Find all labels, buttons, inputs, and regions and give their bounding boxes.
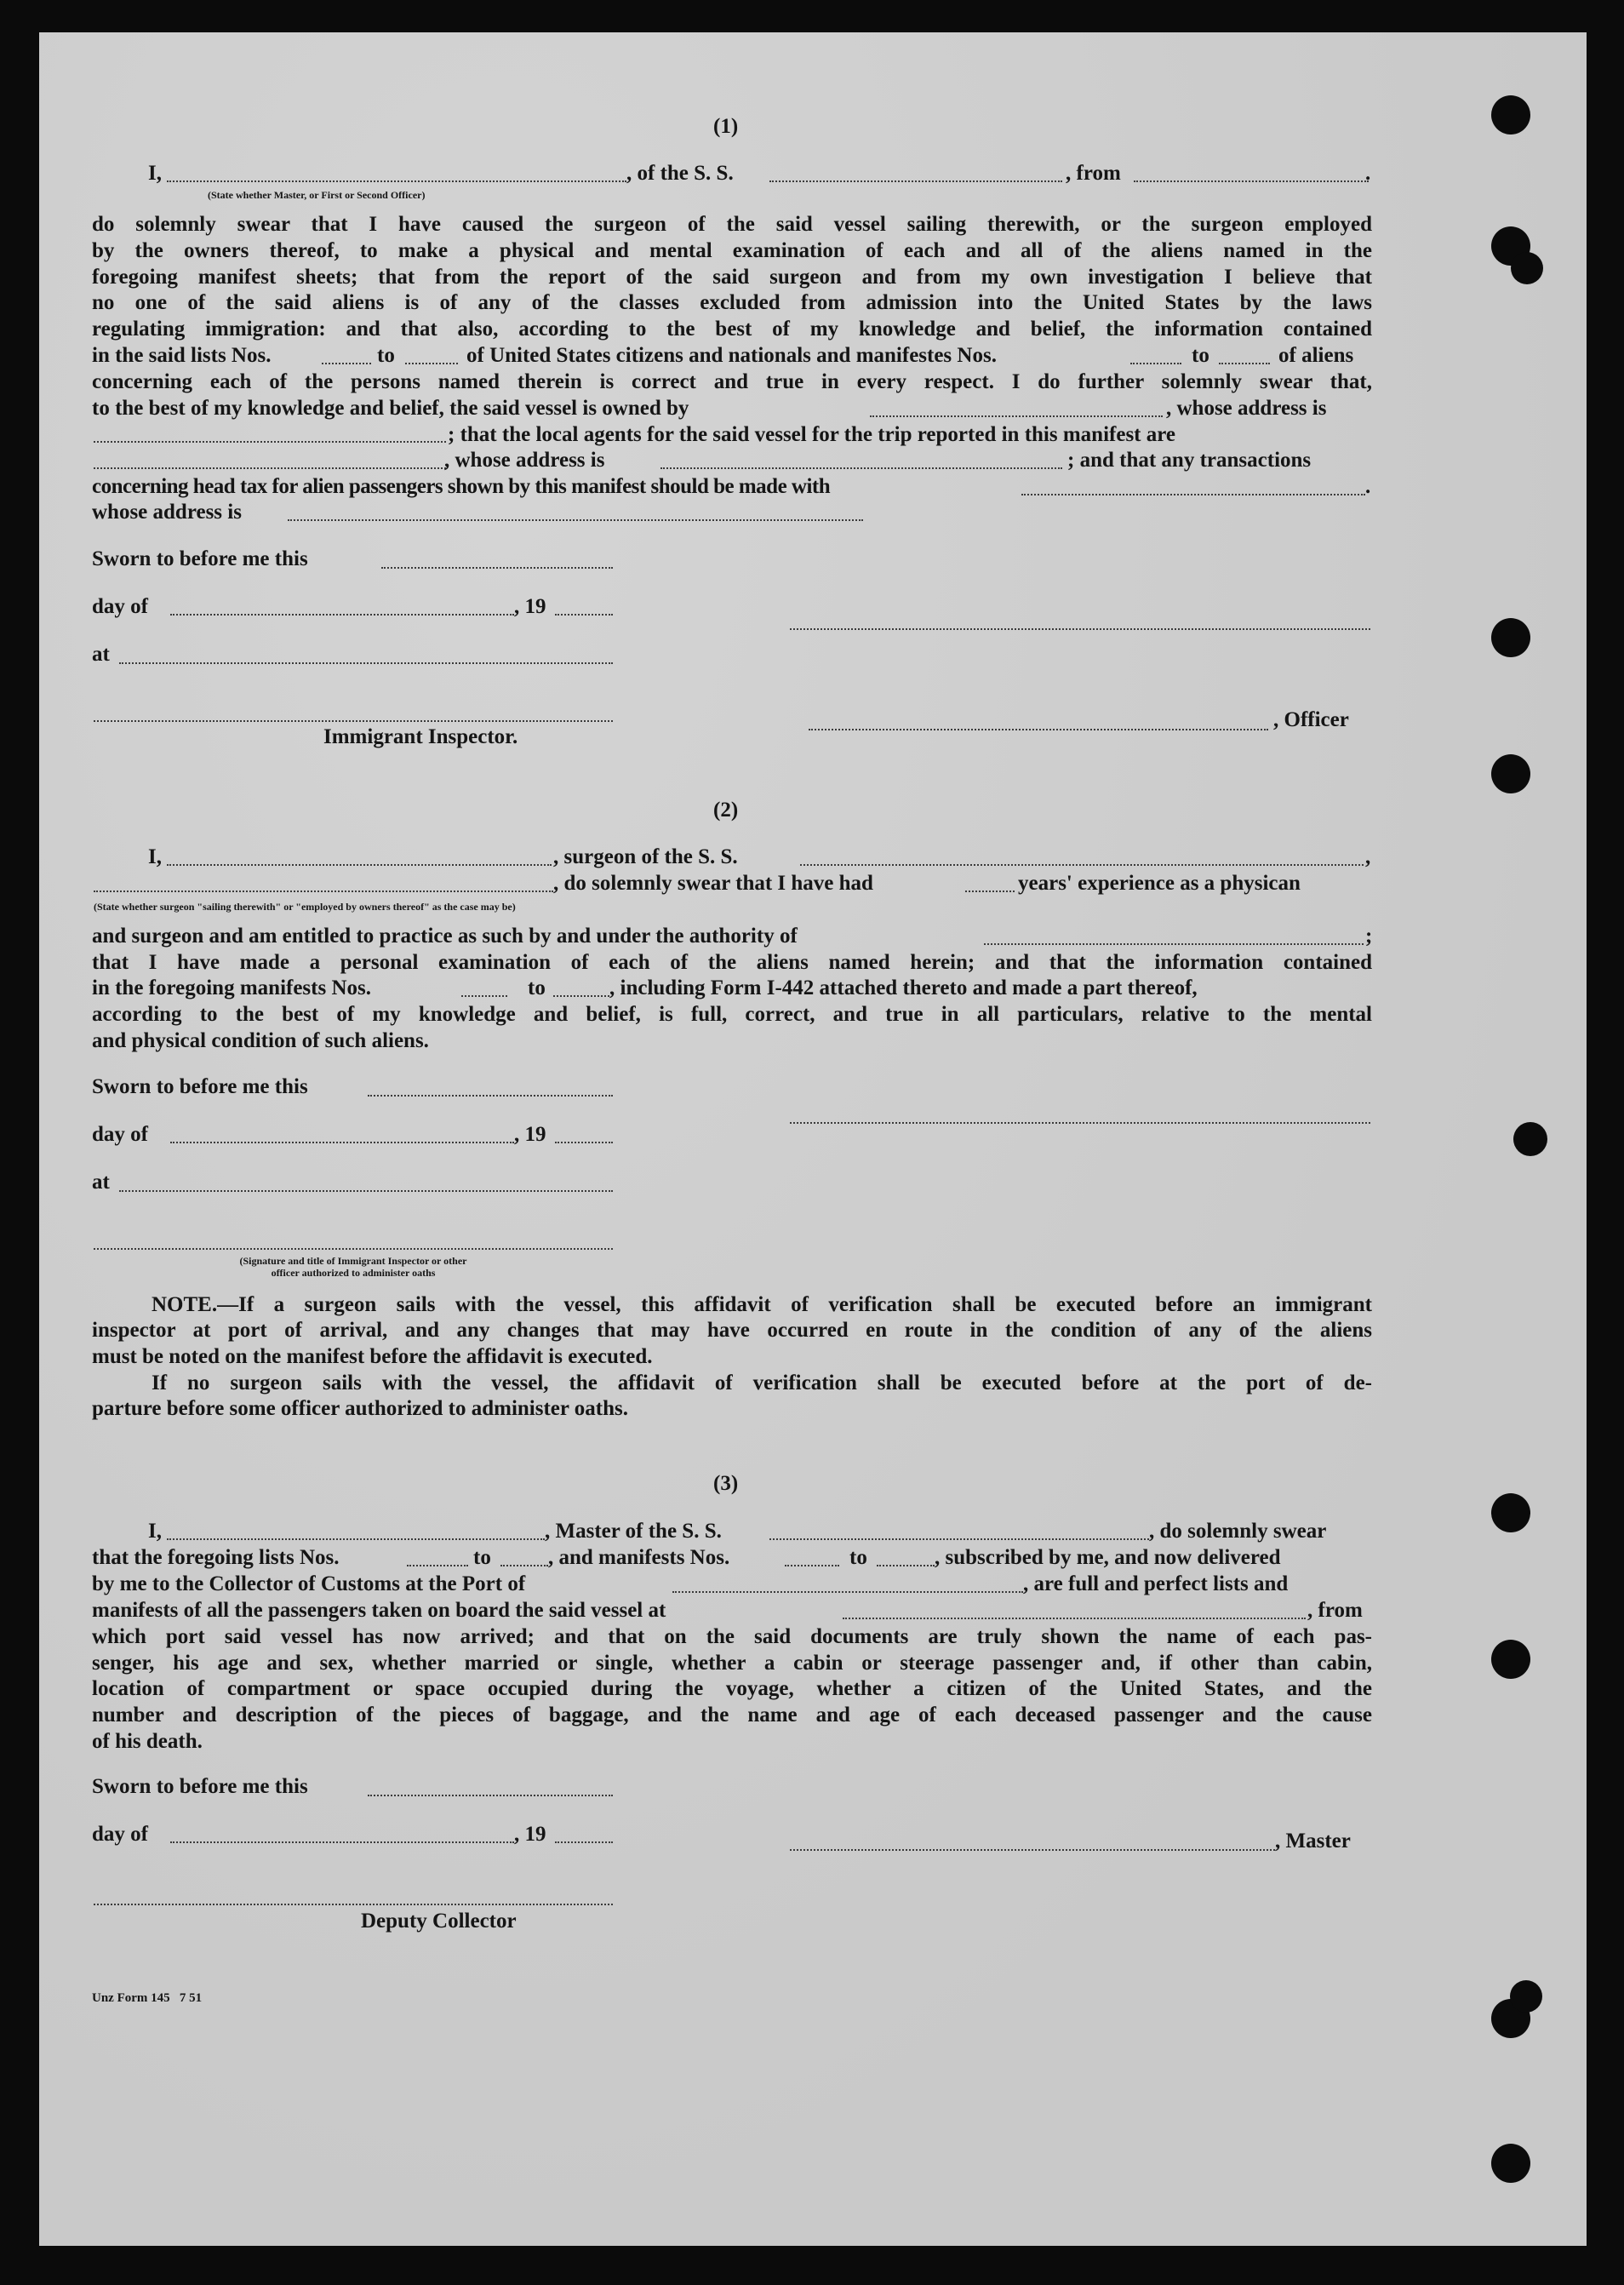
label-to: to — [473, 1546, 491, 1569]
head-tax-address-field[interactable] — [288, 519, 863, 521]
surgeon-note: (State whether surgeon "sailing therewith" or "employed by owners thereof" as the case may be) — [94, 901, 516, 913]
label-i: I, — [148, 1520, 162, 1543]
surgeon-line: and physical condition of such aliens. — [92, 1029, 429, 1052]
master-signature-line[interactable] — [790, 1849, 1275, 1851]
label-lists-nos: that the foregoing lists Nos. — [92, 1546, 340, 1569]
label-head-tax: concerning head tax for alien passengers shown by this manifest should be made with — [92, 475, 831, 498]
form-number: Unz Form 145 7 51 — [92, 1991, 203, 2005]
surgeon-manifest-from-field[interactable] — [461, 995, 507, 997]
deputy-collector-signature-line[interactable] — [94, 1904, 613, 1905]
label-i: I, — [148, 845, 162, 868]
label-manifests-all: manifests of all the passengers taken on board the said vessel at — [92, 1599, 666, 1622]
period: . — [1365, 162, 1371, 185]
master-manifests-from-field[interactable] — [785, 1565, 839, 1566]
binder-hole — [1510, 1980, 1542, 2013]
label-19: , 19 — [514, 595, 546, 618]
label-to: to — [528, 976, 546, 999]
master-lists-from-field[interactable] — [407, 1565, 468, 1566]
manifests-to-field[interactable] — [1219, 363, 1270, 364]
label-from: , from — [1066, 162, 1121, 185]
label-manifests-nos: , and manifests Nos. — [548, 1546, 730, 1569]
year-field[interactable] — [555, 1841, 613, 1843]
binder-hole — [1491, 618, 1530, 657]
master-name-field[interactable] — [167, 1538, 545, 1540]
label-from: , from — [1307, 1599, 1363, 1622]
label-local-agents: ; that the local agents for the said vessel for the trip reported in this manifest are — [448, 423, 1175, 446]
label-to: to — [1192, 344, 1209, 367]
officer-signature-line[interactable] — [790, 628, 1370, 630]
surgeon-signature-line[interactable] — [790, 1122, 1370, 1124]
label-day-of: day of — [92, 595, 148, 618]
label-citizens: of United States citizens and nationals and manifestes Nos. — [466, 344, 997, 367]
section-2-number: (2) — [713, 799, 739, 822]
oath-line: regulating immigration: and that also, according to the best of my knowledge and belief, the information contained — [92, 318, 1372, 341]
label-19: , 19 — [514, 1823, 546, 1846]
label-lists-nos: in the said lists Nos. — [92, 344, 272, 367]
label-officer: , Officer — [1273, 708, 1349, 731]
master-lists-to-field[interactable] — [500, 1565, 548, 1566]
master-line: of his death. — [92, 1730, 203, 1753]
label-solemnly-swear: , do solemnly swear — [1149, 1520, 1327, 1543]
label-whose-address: whose address is — [92, 501, 242, 524]
label-authority: and surgeon and am entitled to practice as such by and under the authority of — [92, 925, 798, 948]
agents-field[interactable] — [94, 467, 446, 469]
signature-note: officer authorized to administer oaths — [271, 1267, 436, 1279]
master-line: senger, his age and sex, whether married or single, whether a cabin or steerage passenger and, if other than cabin, — [92, 1652, 1372, 1675]
sworn-date-field[interactable] — [381, 567, 613, 569]
surgeon-line: according to the best of my knowledge and belief, is full, correct, and true in all particulars, relative to the mental — [92, 1003, 1372, 1026]
owner-field[interactable] — [870, 415, 1163, 417]
oath-line: concerning each of the persons named therein is correct and true in every respect. I do further solemnly swear that, — [92, 370, 1372, 393]
oath-line: do solemnly swear that I have caused the surgeon of the said vessel sailing therewith, or the surgeon employed — [92, 213, 1372, 236]
label-whose-address: , whose address is — [444, 449, 605, 472]
year-field[interactable] — [555, 1142, 613, 1143]
vessel-name-field[interactable] — [769, 180, 1062, 182]
note-line: must be noted on the manifest before the affidavit is executed. — [92, 1345, 653, 1368]
agents-address-field[interactable] — [660, 467, 1062, 469]
label-immigrant-inspector: Immigrant Inspector. — [323, 725, 518, 748]
inspector-signature-line[interactable] — [94, 1248, 613, 1250]
place-field[interactable] — [119, 1190, 613, 1192]
sworn-date-field[interactable] — [368, 1795, 613, 1796]
sworn-date-field[interactable] — [368, 1095, 613, 1097]
label-manifests-nos: in the foregoing manifests Nos. — [92, 976, 372, 999]
master-manifests-to-field[interactable] — [877, 1565, 935, 1566]
binder-hole — [1491, 2144, 1530, 2183]
master-line: which port said vessel has now arrived; and that on the said documents are truly shown the name of each pas- — [92, 1625, 1372, 1648]
place-field[interactable] — [119, 662, 613, 664]
binder-hole — [1491, 1640, 1530, 1679]
label-whose-address: , whose address is — [1166, 397, 1327, 420]
section-3-number: (3) — [713, 1472, 739, 1495]
manifests-from-field[interactable] — [1130, 363, 1181, 364]
binder-hole — [1491, 95, 1530, 135]
owner-address-field[interactable] — [94, 441, 446, 443]
surgeon-line: that I have made a personal examination of each of the aliens named herein; and that the information contained — [92, 951, 1372, 974]
comma: , — [1365, 845, 1371, 868]
label-master-of: , Master of the S. S. — [545, 1520, 722, 1543]
binder-hole — [1513, 1122, 1547, 1156]
label-to: to — [849, 1546, 867, 1569]
oath-line: by the owners thereof, to make a physical and mental examination of each and all of the aliens named in the — [92, 239, 1372, 262]
label-years-experience: years' experience as a physican — [1018, 872, 1301, 895]
label-sworn: Sworn to before me this — [92, 547, 308, 570]
label-i: I, — [148, 162, 162, 185]
label-collector: by me to the Collector of Customs at the Port of — [92, 1572, 526, 1595]
note-line: inspector at port of arrival, and any changes that may have occurred en route in the condition of any of the aliens — [92, 1319, 1372, 1342]
boarding-port-field[interactable] — [843, 1618, 1306, 1619]
master-line: location of compartment or space occupied during the voyage, whether a citizen of the United States, and the — [92, 1677, 1372, 1700]
year-field[interactable] — [555, 614, 613, 616]
label-19: , 19 — [514, 1123, 546, 1146]
oath-line: foregoing manifest sheets; that from the report of the said surgeon and from my own investigation I believe that — [92, 266, 1372, 289]
label-including-form: , including Form I-442 attached thereto and made a part thereof, — [609, 976, 1198, 999]
officer-name-line[interactable] — [809, 729, 1268, 730]
label-owned-by: to the best of my knowledge and belief, the said vessel is owned by — [92, 397, 689, 420]
label-at: at — [92, 643, 110, 666]
label-subscribed: , subscribed by me, and now delivered — [935, 1546, 1281, 1569]
month-field[interactable] — [170, 1142, 514, 1143]
month-field[interactable] — [170, 614, 514, 616]
signature-note: (Signature and title of Immigrant Inspector or other — [239, 1255, 467, 1267]
label-deputy-collector: Deputy Collector — [361, 1910, 517, 1933]
oath-line: no one of the said aliens is of any of the classes excluded from admission into the United States by the laws — [92, 291, 1372, 314]
head-tax-field[interactable] — [1021, 494, 1365, 495]
surgeon-vessel-field[interactable] — [800, 864, 1364, 866]
period: . — [1365, 475, 1371, 498]
surgeon-status-field[interactable] — [94, 891, 553, 892]
master-vessel-field[interactable] — [769, 1538, 1149, 1540]
lists-from-field[interactable] — [322, 363, 371, 364]
label-transactions: ; and that any transactions — [1067, 449, 1312, 472]
section-1-number: (1) — [713, 115, 739, 138]
master-line: number and description of the pieces of baggage, and the name and age of each deceased passenger and the cause — [92, 1704, 1372, 1727]
label-surgeon-of: , surgeon of the S. S. — [553, 845, 738, 868]
label-to: to — [377, 344, 395, 367]
label-sworn: Sworn to before me this — [92, 1775, 308, 1798]
inspector-signature-line[interactable] — [94, 720, 613, 722]
officer-note: (State whether Master, or First or Second Officer) — [208, 189, 426, 201]
binder-hole — [1511, 252, 1543, 284]
label-full-perfect: , are full and perfect lists and — [1023, 1572, 1289, 1595]
label-sworn: Sworn to before me this — [92, 1075, 308, 1098]
semicolon: ; — [1365, 925, 1373, 948]
label-swear-years: , do solemnly swear that I have had — [553, 872, 873, 895]
month-field[interactable] — [170, 1841, 514, 1843]
note-line: parture before some officer authorized to administer oaths. — [92, 1397, 628, 1420]
port-field[interactable] — [672, 1591, 1023, 1593]
surgeon-name-field[interactable] — [167, 864, 552, 866]
lists-to-field[interactable] — [405, 363, 458, 364]
authority-field[interactable] — [984, 943, 1364, 945]
surgeon-manifest-to-field[interactable] — [553, 995, 609, 997]
label-day-of: day of — [92, 1123, 148, 1146]
label-of-ss: , of the S. S. — [626, 162, 734, 185]
binder-hole — [1491, 754, 1530, 793]
binder-hole — [1491, 1493, 1530, 1532]
note-line: If no surgeon sails with the vessel, the affidavit of verification shall be executed before at the port of de- — [152, 1372, 1372, 1394]
label-at: at — [92, 1171, 110, 1194]
officer-name-field[interactable] — [167, 180, 626, 182]
note-line: NOTE.—If a surgeon sails with the vessel, this affidavit of verification shall be executed before an immigrant — [152, 1293, 1372, 1316]
label-master: , Master — [1275, 1830, 1351, 1853]
years-field[interactable] — [965, 891, 1015, 892]
label-of-aliens: of aliens — [1278, 344, 1354, 367]
label-day-of: day of — [92, 1823, 148, 1846]
from-port-field[interactable] — [1134, 180, 1369, 182]
